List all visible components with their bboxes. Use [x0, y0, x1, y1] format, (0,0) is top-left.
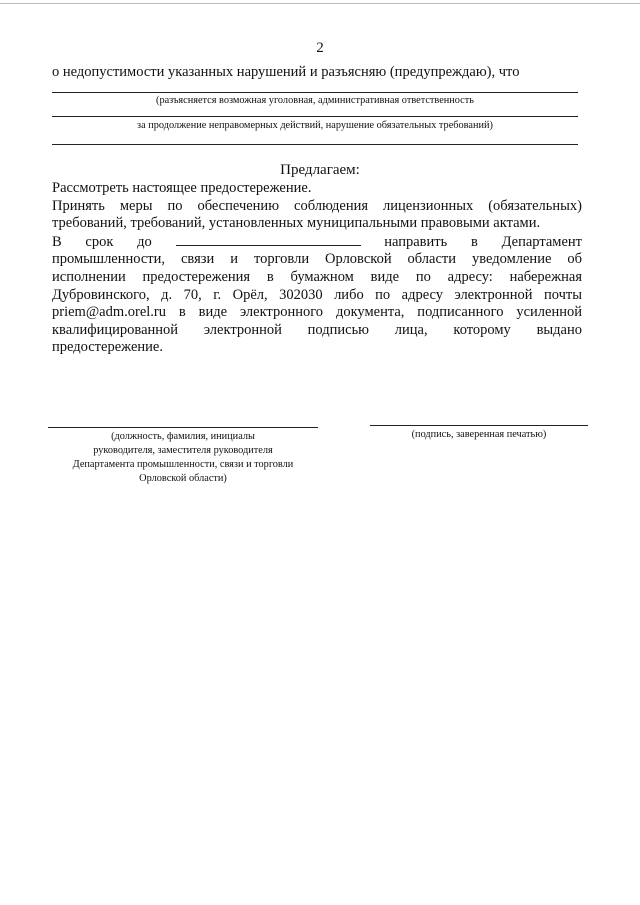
section-heading: Предлагаем: [280, 162, 360, 178]
signatory-caption-line2: руководителя, заместителя руководителя [93, 445, 273, 456]
paragraph-notify-line4: Дубровинского, д. 70, г. Орёл, 302030 либо по адресу электронной почты [52, 286, 582, 303]
paragraph-notify-line5: priem@adm.orel.ru в виде электронного документа, подписанного усиленной [52, 304, 582, 321]
intro-line: о недопустимости указанных нарушений и разъясняю (предупреждаю), что [52, 64, 520, 80]
signature-caption: (подпись, заверенная печатью) [411, 429, 547, 440]
deadline-word-2: срок [85, 233, 114, 250]
deadline-row [52, 233, 582, 252]
caption-liability: (разъясняется возможная уголовная, административная ответственность [156, 95, 474, 106]
deadline-word-6: Департамент [501, 233, 582, 250]
blank-line-3 [52, 144, 578, 145]
signatory-caption-line4: Орловской области) [139, 473, 227, 484]
paragraph-notify-line7: предостережение. [52, 339, 163, 356]
signatory-position-caption [48, 430, 318, 486]
signatory-caption-line3: Департамента промышленности, связи и торговли [72, 459, 294, 470]
deadline-word-3: до [137, 233, 152, 250]
paragraph-measures-line1: Принять меры по обеспечению соблюдения лицензионных (обязательных) [52, 197, 582, 214]
signature-line [370, 425, 588, 426]
paragraph-notify-line2: промышленности, связи и торговли Орловской области уведомление об [52, 251, 582, 268]
deadline-word-1: В [52, 233, 62, 250]
deadline-date-blank [176, 233, 361, 246]
caption-violations: за продолжение неправомерных действий, нарушение обязательных требований) [137, 120, 493, 131]
blank-line-2 [52, 116, 578, 117]
scan-top-edge [0, 3, 640, 4]
deadline-word-4: направить [384, 233, 448, 250]
proposal-body [52, 180, 582, 357]
deadline-word-5: в [470, 233, 478, 250]
paragraph-consider: Рассмотреть настоящее предостережение. [52, 180, 312, 196]
paragraph-notify-line3: исполнении предостережения в бумажном виде по адресу: набережная [52, 268, 582, 285]
paragraph-notify-line6: квалифицированной электронной подписью лица, которому выдано [52, 321, 582, 338]
page-number: 2 [316, 40, 324, 56]
signatory-position-line [48, 427, 318, 428]
signatory-caption-line1: (должность, фамилия, инициалы [111, 431, 255, 442]
blank-line-1 [52, 92, 578, 93]
paragraph-measures-line2: требований, требований, установленных муниципальными правовыми актами. [52, 215, 541, 232]
